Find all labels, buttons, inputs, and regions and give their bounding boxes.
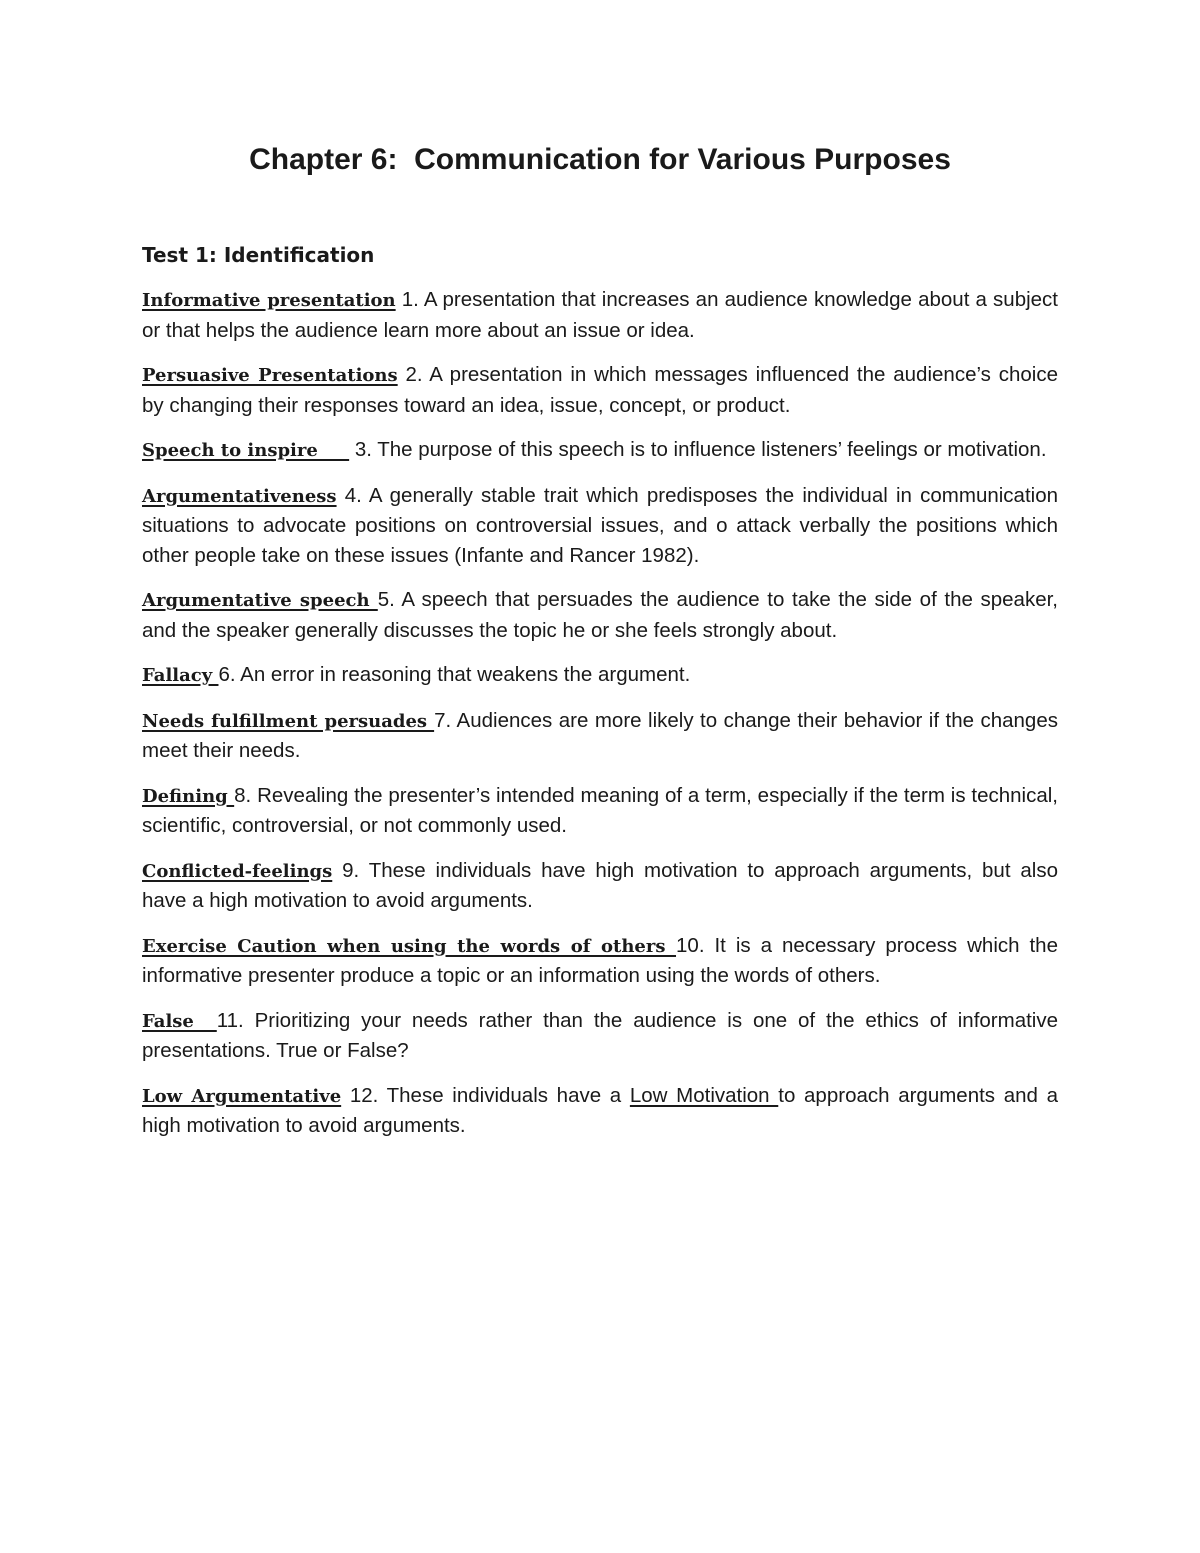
list-item bbox=[142, 585, 1058, 645]
answer-term: False bbox=[142, 1010, 217, 1032]
answer-term: Speech to inspire bbox=[142, 440, 350, 461]
list-item bbox=[142, 360, 1058, 420]
list-item bbox=[142, 781, 1058, 841]
answer-term: Argumentative speech bbox=[142, 590, 378, 611]
answer-term: Defining bbox=[142, 785, 235, 807]
item-text: 7. Audiences are more likely to change their behavior if the changes meet their needs. bbox=[142, 708, 1058, 762]
list-item bbox=[142, 435, 1058, 466]
list-item bbox=[142, 856, 1058, 916]
item-text: 10. It is a necessary process which the informative presenter produce a topic or an information using the words of others. bbox=[142, 933, 1058, 987]
item-text: 5. A speech that persuades the audience to take the side of the speaker, and the speaker generally discusses the topic he or she feels strongly about. bbox=[142, 588, 1058, 642]
answer-term: Argumentativeness bbox=[142, 485, 337, 507]
answer-term: Exercise Caution when using the words of others bbox=[142, 935, 677, 957]
identification-list bbox=[142, 285, 1058, 1156]
list-item bbox=[142, 706, 1058, 766]
list-item bbox=[142, 285, 1058, 345]
list-item bbox=[142, 931, 1058, 991]
list-item bbox=[142, 481, 1058, 571]
answer-term: Conflicted-feelings bbox=[142, 860, 333, 882]
list-item bbox=[142, 660, 1058, 691]
item-text: 3. The purpose of this speech is to influence listeners’ feelings or motivation. bbox=[349, 438, 1047, 461]
item-text: 1. A presentation that increases an audience knowledge about a subject or that helps the audience learn more about an issue or idea. bbox=[142, 288, 1058, 342]
answer-term: Persuasive Presentations bbox=[142, 365, 398, 386]
item-text: 6. An error in reasoning that weakens the argument. bbox=[218, 663, 691, 686]
item-text: 9. These individuals have high motivation to approach arguments, but also have a high motivation to avoid arguments. bbox=[142, 858, 1058, 912]
answer-term: Needs fulfillment persuades bbox=[142, 710, 435, 732]
answer-term: Informative presentation bbox=[142, 290, 396, 311]
item-text: 12. These individuals have a bbox=[341, 1083, 630, 1107]
item-text: 8. Revealing the presenter’s intended meaning of a term, especially if the term is technical, scientific, controversial, or not commonly used. bbox=[142, 783, 1058, 837]
item-text: 11. Prioritizing your needs rather than the audience is one of the ethics of informative presentations. True or False? bbox=[142, 1008, 1058, 1062]
list-item bbox=[142, 1006, 1058, 1066]
page-title: Chapter 6: Communication for Various Purposes bbox=[249, 143, 951, 176]
item-text-end: to approach arguments and a high motivation to avoid arguments. bbox=[142, 1083, 1058, 1137]
answer-term: Low Argumentative bbox=[142, 1085, 342, 1107]
inline-answer: Low Motivation bbox=[629, 1083, 779, 1107]
item-text: 2. A presentation in which messages influenced the audience’s choice by changing their responses toward an idea, issue, concept, or product. bbox=[142, 363, 1058, 417]
item-text: 4. A generally stable trait which predisposes the individual in communication situations to advocate positions on controversial issues, and o attack verbally the positions which other people take on these issues (Infante and Rancer 1982). bbox=[142, 483, 1058, 567]
list-item bbox=[142, 1081, 1058, 1141]
section-heading: Test 1: Identification bbox=[142, 243, 375, 267]
answer-term: Fallacy bbox=[142, 665, 219, 686]
